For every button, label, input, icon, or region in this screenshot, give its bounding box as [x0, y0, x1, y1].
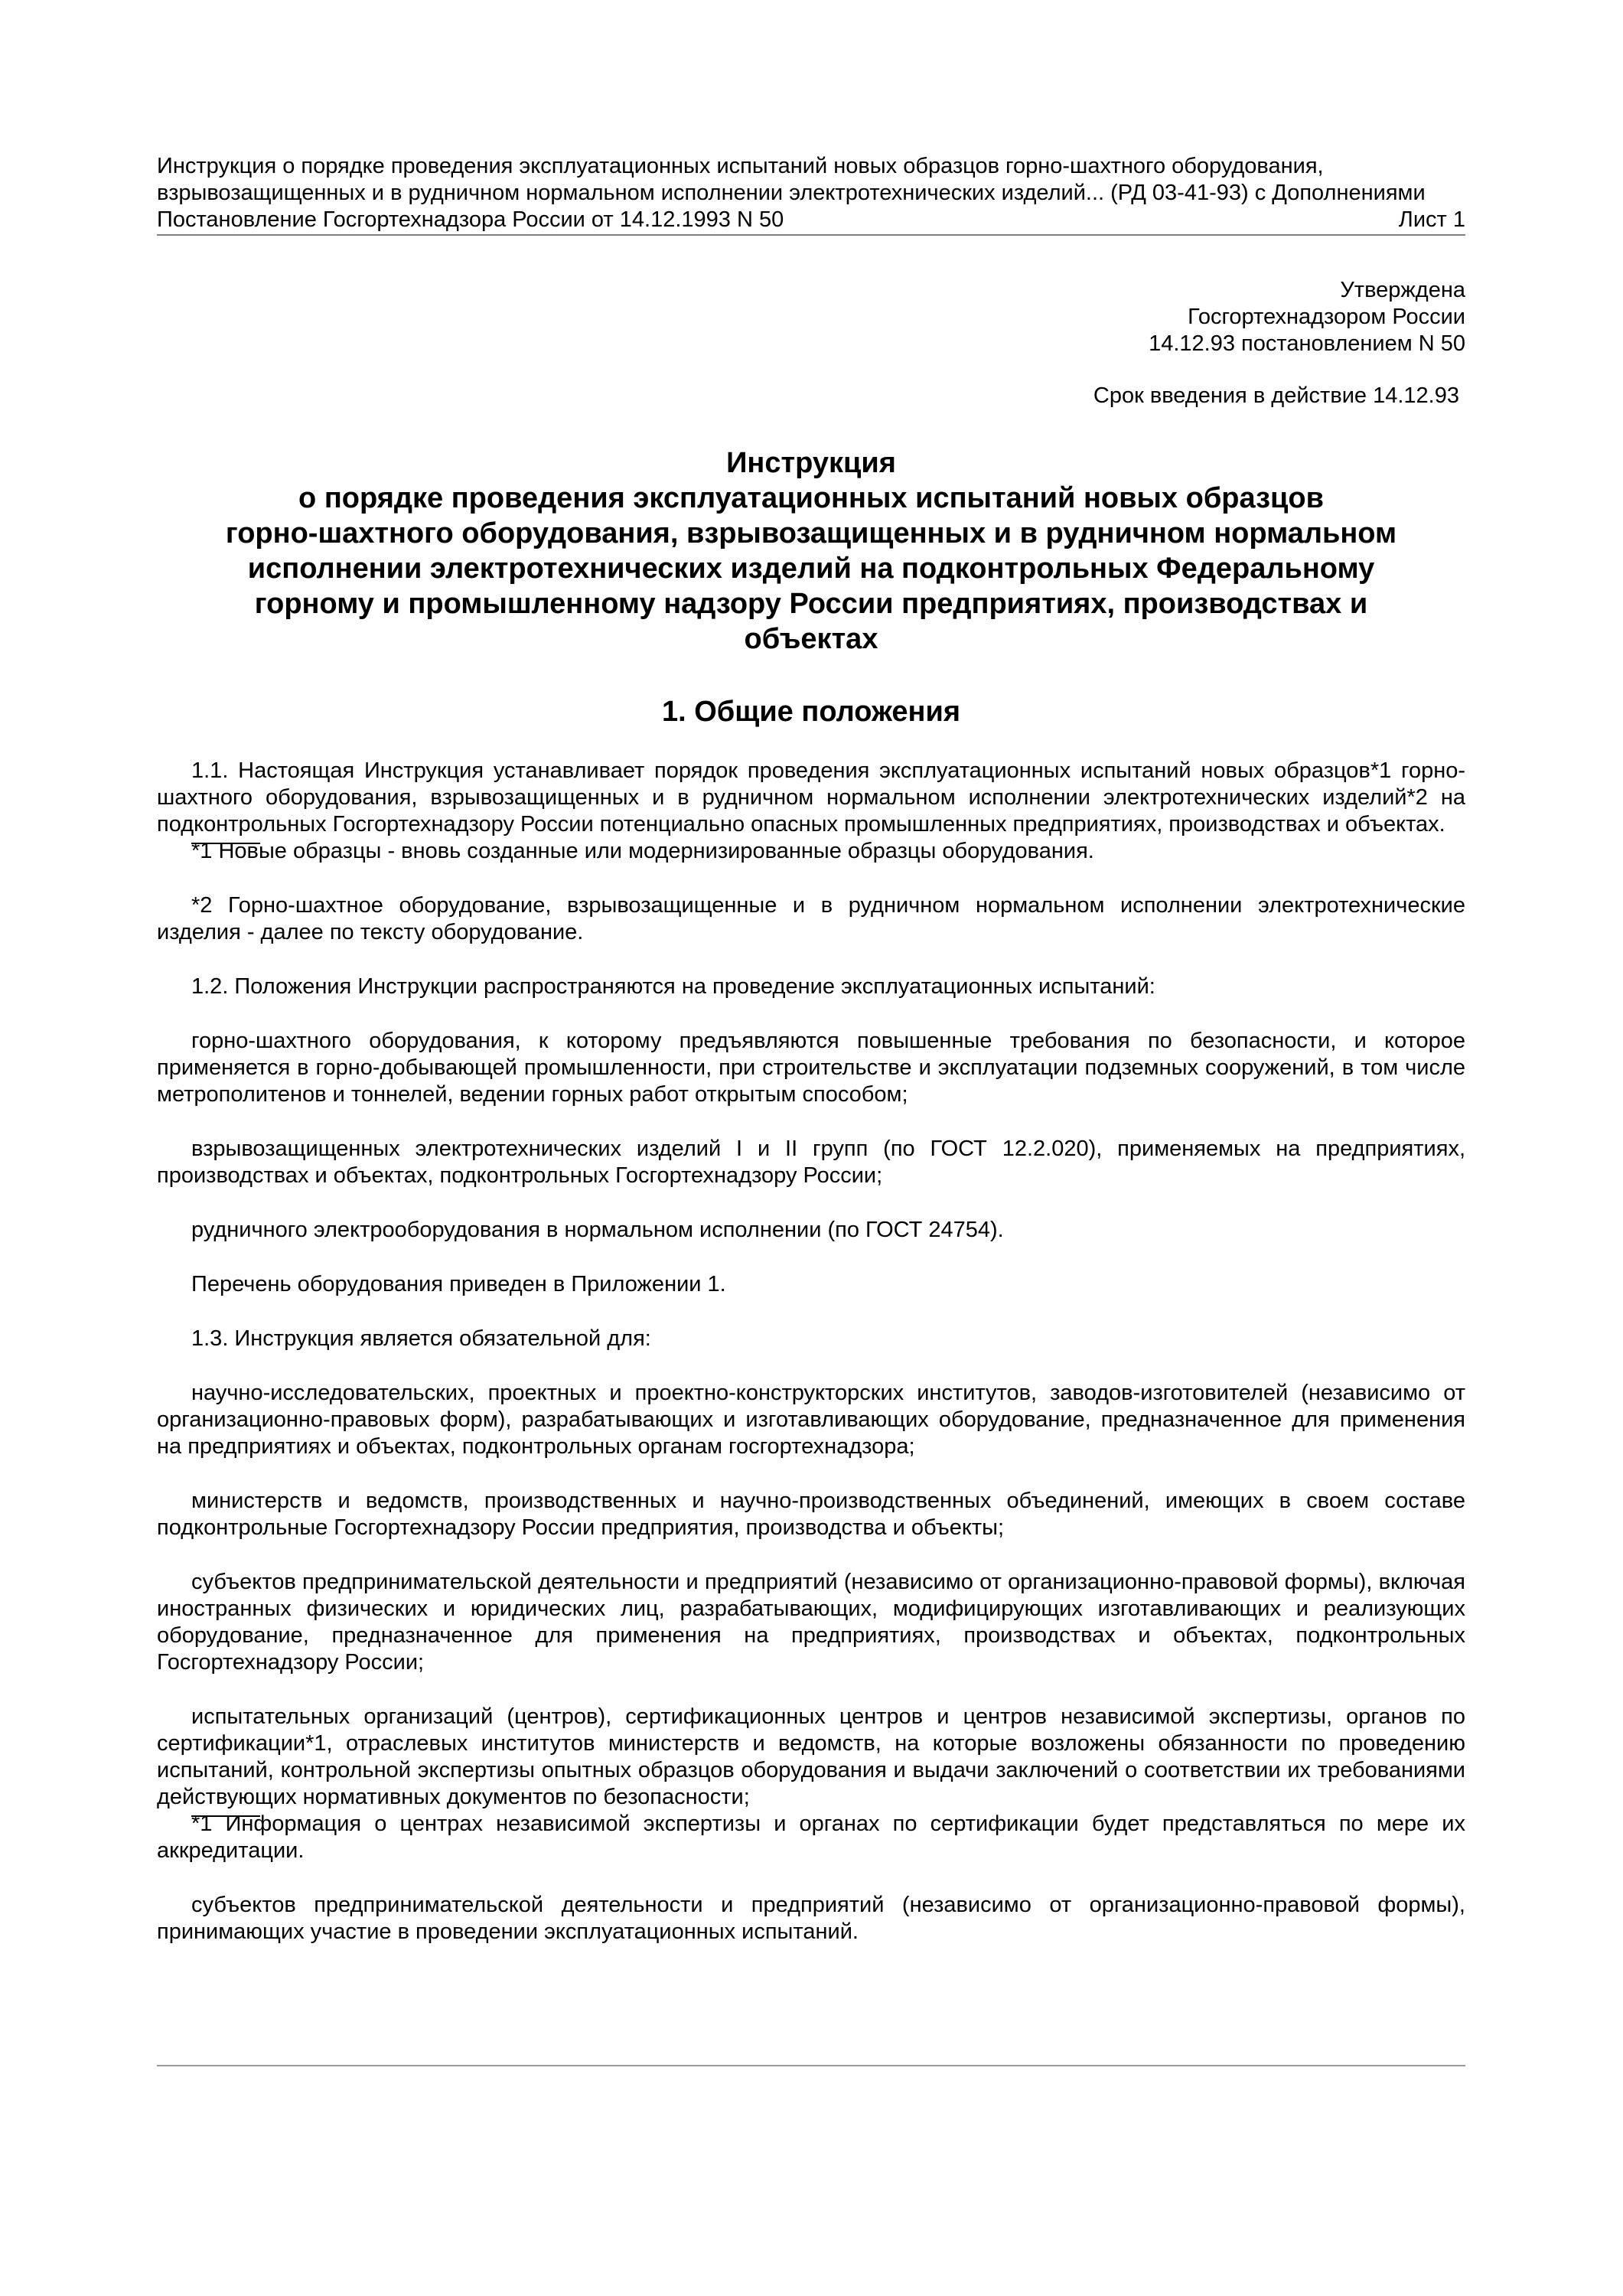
document-title — [157, 445, 1465, 657]
sheet-number: Лист 1 — [1398, 207, 1465, 232]
list-item-testing-organizations: испытательных организаций (центров), сертификационных центров и центров независимой экспертизы, органов по сертификации*1, отраслевых институтов министерств и ведомств, на которые возложены обязанности по проведению испытаний, контрольной экспертизы опытных образцов оборудования и выдачи заключений о соответствии их требованиями действующих нормативных документов по безопасности; — [157, 1704, 1465, 1809]
list-item-institutes: научно-исследовательских, проектных и проектно-конструкторских институтов, заводов-изготовителей (независимо от организационно-правовых форм), разрабатывающих и изготавливающих оборудование, предназначенное для применения на предприятиях и объектах, подконтрольных органам госгортехнадзора; — [157, 1381, 1465, 1459]
page-content — [157, 153, 1465, 1973]
footer-divider — [157, 2065, 1465, 2066]
document-header-row — [157, 207, 1465, 236]
paragraph-1-3: 1.3. Инструкция является обязательной для: — [191, 1326, 651, 1351]
list-item-mining-equipment: горно-шахтного оборудования, к которому предъявляются повышенные требования по безопасности, и которое применяется в горно-добывающей промышленности, при строительстве и эксплуатации подземных сооружений, в том числе метрополитенов и тоннелей, ведении горных работ открытым способом; — [157, 1029, 1465, 1107]
title-line-3: горно-шахтного оборудования, взрывозащищенных и в рудничном нормальном — [225, 517, 1397, 550]
list-item-mine-electrical: рудничного электрооборудования в нормальном исполнении (по ГОСТ 24754). — [191, 1218, 1004, 1242]
approval-block — [157, 277, 1465, 357]
list-item-ministries: министерств и ведомств, производственных и научно-производственных объединений, имеющих в своем составе подконтрольные Госгортехнадзору России предприятия, производства и объекты; — [157, 1489, 1465, 1540]
decree-reference: Постановление Госгортехнадзора России от 14.12.1993 N 50 — [157, 207, 784, 232]
list-item-participants: субъектов предпринимательской деятельности и предприятий (независимо от организационно-правовой формы), принимающих участие в проведении эксплуатационных испытаний. — [157, 1893, 1465, 1944]
paragraph-1-2: 1.2. Положения Инструкции распространяются на проведение эксплуатационных испытаний: — [191, 974, 1155, 999]
document-body — [157, 758, 1465, 1945]
title-line-4: исполнении электротехнических изделий на подконтрольных Федеральному — [247, 553, 1375, 585]
approval-line-2: Госгортехнадзором России — [1188, 305, 1465, 329]
approval-line-3: 14.12.93 постановлением N 50 — [1149, 331, 1465, 356]
title-line-6: объектах — [744, 623, 878, 655]
section-heading: 1. Общие положения — [661, 696, 961, 728]
appendix-reference: Перечень оборудования приведен в Приложении 1. — [191, 1272, 726, 1296]
effective-date: Срок введения в действие 14.12.93 — [1093, 383, 1459, 408]
list-item-business-entities: субъектов предпринимательской деятельности и предприятий (независимо от организационно-правовой формы), включая иностранных физических и юридических лиц, разрабатывающих, модифицирующих изготавливающих и реализующих оборудование, предназначенное для применения на предприятиях, производствах и объектах, подконтрольных Госгортехнадзору России; — [157, 1570, 1465, 1675]
approval-line-1: Утверждена — [1340, 278, 1465, 302]
document-header-title: Инструкция о порядке проведения эксплуатационных испытаний новых образцов горно-шахтного оборудования, взрывозащищенных и в рудничном нормальном исполнении электротехнических изделий... (РД 03-41-93) с Дополнениями — [157, 154, 1426, 205]
footnote-1: *1 Новые образцы - вновь созданные или модернизированные образцы оборудования. — [191, 839, 1094, 863]
title-line-2: о порядке проведения эксплуатационных испытаний новых образцов — [298, 482, 1324, 514]
footnote-accreditation: *1 Информация о центрах независимой экспертизы и органах по сертификации будет представляться по мере их аккредитации. — [157, 1812, 1465, 1863]
title-line-5: горному и промышленному надзору России предприятиях, производствах и — [254, 588, 1368, 620]
footnote-2: *2 Горно-шахтное оборудование, взрывозащищенные и в рудничном нормальном исполнении электротехнические изделия - далее по тексту оборудование. — [157, 893, 1465, 944]
list-item-explosion-proof: взрывозащищенных электротехнических изделий I и II групп (по ГОСТ 12.2.020), применяемых на предприятиях, производствах и объектах, подконтрольных Госгортехнадзору России; — [157, 1137, 1465, 1188]
paragraph-1-1: 1.1. Настоящая Инструкция устанавливает порядок проведения эксплуатационных испытаний новых образцов*1 горно-шахтного оборудования, взрывозащищенных и в рудничном нормальном исполнении электротехнических изделий*2 на подконтрольных Госгортехнадзору России потенциально опасных промышленных предприятиях, производствах и объектах. — [157, 758, 1465, 837]
title-line-1: Инструкция — [726, 447, 896, 479]
